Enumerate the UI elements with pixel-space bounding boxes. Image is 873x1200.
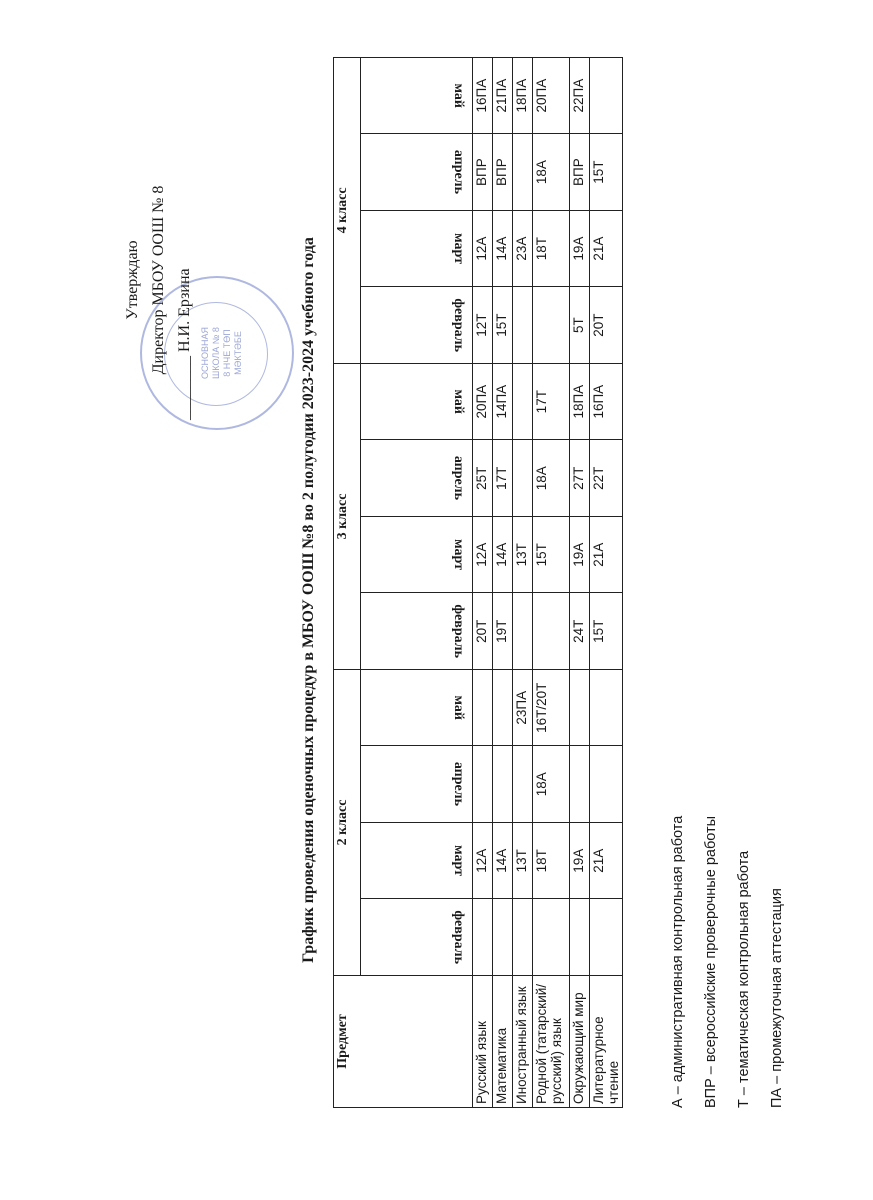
assessment-cell — [513, 899, 533, 976]
month-header — [361, 593, 473, 670]
approval-signature: ________ Н.И. Ерзина — [176, 268, 193, 420]
assessment-cell — [493, 746, 513, 823]
month-label: май — [451, 695, 466, 720]
assessment-cell — [533, 287, 570, 364]
assessment-cell: 21ПА — [493, 57, 513, 134]
assessment-cell — [493, 899, 513, 976]
month-label: апрель — [451, 456, 466, 501]
assessment-cell — [570, 746, 590, 823]
assessment-cell: 20ПА — [533, 57, 570, 134]
assessment-cell: 14А — [493, 210, 513, 287]
subject-cell: Иностранный язык — [513, 976, 533, 1108]
assessment-cell — [513, 593, 533, 670]
assessment-cell — [473, 746, 493, 823]
assessment-cell: 18ПА — [570, 363, 590, 440]
assessment-cell: 18А — [533, 134, 570, 211]
legend-item: Т – тематическая контрольная работа — [736, 850, 752, 1108]
month-header — [361, 363, 473, 440]
assessment-cell: 23ПА — [513, 669, 533, 746]
assessment-cell — [513, 287, 533, 364]
assessment-cell: ВПР — [473, 134, 493, 211]
table-row — [570, 57, 590, 1107]
assessment-cell — [570, 669, 590, 746]
table-row — [493, 57, 513, 1107]
assessment-cell: 14А — [493, 823, 513, 900]
class-header: 2 класс — [334, 669, 361, 975]
subject-cell: Литературное чтение — [590, 976, 623, 1108]
assessment-cell: 14А — [493, 516, 513, 593]
month-label: апрель — [451, 150, 466, 195]
assessment-schedule-table — [333, 57, 623, 1108]
assessment-cell — [590, 57, 623, 134]
month-header — [361, 210, 473, 287]
assessment-cell — [590, 669, 623, 746]
assessment-cell: 25Т — [473, 440, 493, 517]
month-label: февраль — [451, 604, 466, 659]
month-label: февраль — [451, 298, 466, 352]
assessment-cell — [473, 899, 493, 976]
legend-item: А – административная контрольная работа — [670, 815, 686, 1108]
month-header — [361, 440, 473, 517]
assessment-cell — [513, 440, 533, 517]
assessment-cell: ВПР — [570, 134, 590, 211]
assessment-cell — [473, 669, 493, 746]
stamp-line: ШКОЛА № 8 — [211, 327, 221, 379]
assessment-cell: 14ПА — [493, 363, 513, 440]
assessment-cell: 18ПА — [513, 57, 533, 134]
assessment-cell: 27Т — [570, 440, 590, 517]
assessment-cell: 13Т — [513, 823, 533, 900]
month-header — [361, 899, 473, 976]
assessment-cell: 15Т — [590, 134, 623, 211]
assessment-cell: 19А — [570, 823, 590, 900]
month-label: март — [451, 539, 466, 571]
stamp-line: ОСНОВНАЯ — [200, 327, 210, 380]
assessment-cell — [590, 746, 623, 823]
assessment-cell: 18Т — [533, 823, 570, 900]
header-row-months — [361, 57, 473, 1107]
stamp-line: 8 НЧЕ ТӨП — [222, 329, 232, 377]
subject-header: Предмет — [334, 976, 473, 1108]
month-label: май — [451, 389, 466, 414]
assessment-cell: 20ПА — [473, 363, 493, 440]
subject-cell: Окружающий мир — [570, 976, 590, 1108]
assessment-cell: 17Т — [493, 440, 513, 517]
stamp-line: МӘКТӘБЕ — [233, 331, 243, 375]
assessment-cell — [513, 134, 533, 211]
month-header — [361, 287, 473, 364]
month-label: май — [451, 83, 466, 108]
assessment-cell — [533, 593, 570, 670]
assessment-cell: 12А — [473, 516, 493, 593]
assessment-cell: 15Т — [590, 593, 623, 670]
assessment-cell — [513, 363, 533, 440]
approval-heading: Утверждаю — [124, 240, 141, 320]
assessment-cell — [493, 669, 513, 746]
assessment-cell: 12А — [473, 210, 493, 287]
stamp-text — [200, 278, 244, 428]
assessment-cell: 18А — [533, 746, 570, 823]
assessment-cell: 19А — [570, 516, 590, 593]
header-row-classes — [334, 57, 361, 1107]
assessment-cell: 21А — [590, 516, 623, 593]
approval-block — [120, 100, 198, 460]
assessment-cell: 21А — [590, 823, 623, 900]
assessment-cell: 12А — [473, 823, 493, 900]
month-label: апрель — [451, 762, 466, 807]
assessment-cell — [513, 746, 533, 823]
table-row — [590, 57, 623, 1107]
table-row — [473, 57, 493, 1107]
assessment-cell: 18А — [533, 440, 570, 517]
assessment-cell: 18Т — [533, 210, 570, 287]
month-header — [361, 823, 473, 900]
month-header — [361, 669, 473, 746]
subject-cell: Математика — [493, 976, 513, 1108]
assessment-cell: 20Т — [473, 593, 493, 670]
month-header — [361, 57, 473, 134]
assessment-cell: 15Т — [493, 287, 513, 364]
assessment-cell: 21А — [590, 210, 623, 287]
legend — [668, 816, 800, 1108]
assessment-cell — [570, 899, 590, 976]
month-header — [361, 746, 473, 823]
assessment-cell: 22Т — [590, 440, 623, 517]
assessment-cell: 22ПА — [570, 57, 590, 134]
month-label: март — [451, 845, 466, 877]
class-header: 3 класс — [334, 363, 361, 669]
subject-cell: Родной (татарский/русский) язык — [533, 976, 570, 1108]
approval-position: Директор МБОУ ООШ № 8 — [150, 185, 167, 375]
month-label: февраль — [451, 910, 466, 965]
month-header — [361, 516, 473, 593]
month-label: март — [451, 233, 466, 265]
legend-item: ПА – промежуточная аттестация — [769, 888, 785, 1108]
assessment-cell: 16Т/20Т — [533, 669, 570, 746]
assessment-cell: 23А — [513, 210, 533, 287]
assessment-cell: 16ПА — [473, 57, 493, 134]
assessment-cell: 12Т — [473, 287, 493, 364]
month-header — [361, 134, 473, 211]
subject-cell: Русский язык — [473, 976, 493, 1108]
assessment-cell — [590, 899, 623, 976]
assessment-cell: 13Т — [513, 516, 533, 593]
assessment-cell: 15Т — [533, 516, 570, 593]
assessment-cell: 5Т — [570, 287, 590, 364]
assessment-cell: 19Т — [493, 593, 513, 670]
assessment-cell: 24Т — [570, 593, 590, 670]
table-row — [513, 57, 533, 1107]
assessment-cell: ВПР — [493, 134, 513, 211]
assessment-cell: 19А — [570, 210, 590, 287]
class-header: 4 класс — [334, 57, 361, 363]
assessment-cell: 16ПА — [590, 363, 623, 440]
table-row — [533, 57, 570, 1107]
assessment-cell — [533, 899, 570, 976]
assessment-cell: 17Т — [533, 363, 570, 440]
assessment-cell: 20Т — [590, 287, 623, 364]
legend-item: ВПР – всероссийские проверочные работы — [703, 815, 719, 1108]
schedule-body — [473, 57, 623, 1107]
document-title: График проведения оценочных процедур в МБОУ ООШ №8 во 2 полугодии 2023-2024 учебного года — [300, 237, 317, 963]
